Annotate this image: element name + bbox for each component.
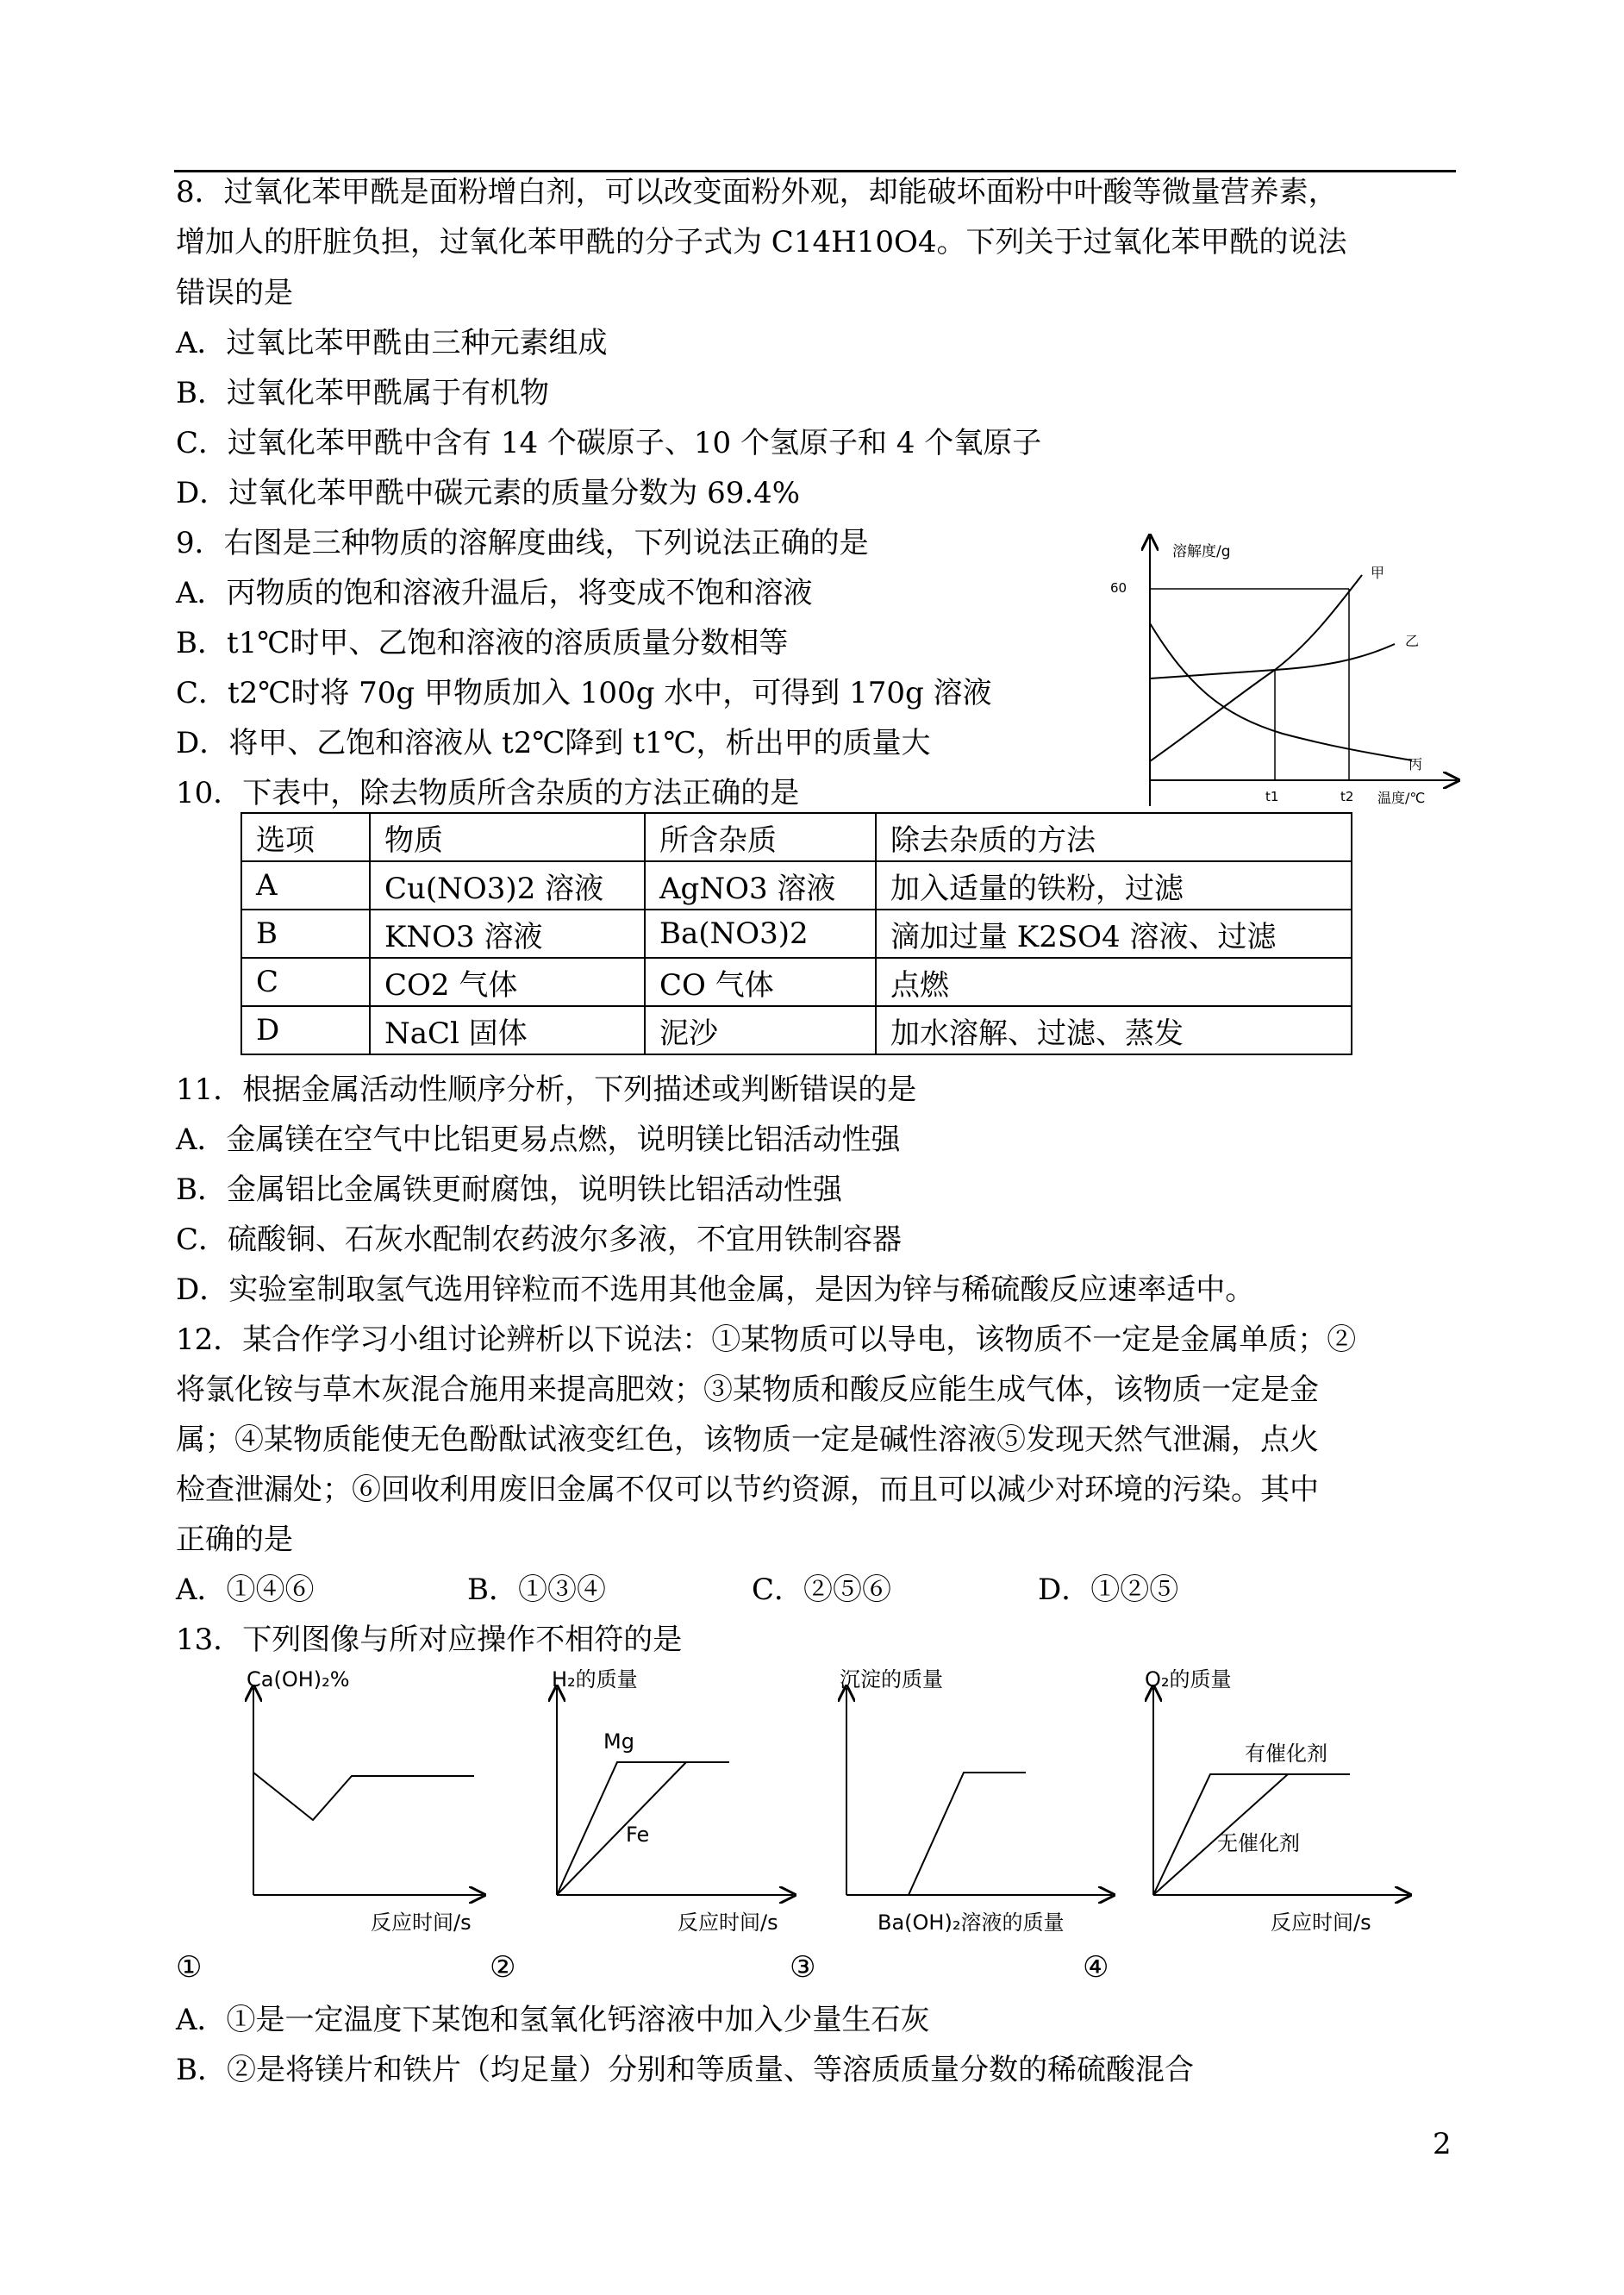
q9-option-d: D．将甲、乙饱和溶液从 t2℃降到 t1℃，析出甲的质量大 [176, 726, 931, 760]
q10-stem: 10．下表中，除去物质所含杂质的方法正确的是 [176, 776, 800, 810]
q12-stem-line5: 正确的是 [176, 1523, 293, 1557]
label-jia: 甲 [1371, 565, 1385, 581]
table-cell: KNO3 溶液 [370, 910, 645, 958]
table-cell: C [241, 958, 370, 1006]
q12-option-d: D．①②⑤ [1038, 1573, 1179, 1607]
q12-stem-line4: 检查泄漏处；⑥回收利用废旧金属不仅可以节约资源，而且可以减少对环境的污染。其中 [176, 1473, 1319, 1507]
g4-x-label: 反应时间/s [1271, 1910, 1371, 1935]
table-cell: Cu(NO3)2 溶液 [370, 861, 645, 910]
table-row [241, 1006, 1352, 1054]
q8-option-d: D．过氧化苯甲酰中碳元素的质量分数为 69.4% [176, 476, 801, 510]
table-cell: B [241, 910, 370, 958]
g1-curve [253, 1773, 474, 1820]
table-header-cell: 所含杂质 [645, 813, 876, 861]
q11-option-d: D．实验室制取氢气选用锌粒而不选用其他金属，是因为锌与稀硫酸反应速率适中。 [176, 1273, 1255, 1307]
q13-option-a: A．①是一定温度下某饱和氢氧化钙溶液中加入少量生石灰 [176, 2003, 930, 2037]
x-tick-t2: t2 [1340, 789, 1354, 804]
table-row [241, 910, 1352, 958]
table-cell: A [241, 861, 370, 910]
q12-option-c: C．②⑤⑥ [752, 1573, 892, 1607]
table-cell: 加水溶解、过滤、蒸发 [876, 1006, 1352, 1054]
graph-1 [241, 1669, 500, 1945]
q12-option-a: A．①④⑥ [176, 1573, 315, 1607]
g1-y-label: Ca(OH)₂% [247, 1667, 350, 1692]
q9-option-b: B．t1℃时甲、乙饱和溶液的溶质质量分数相等 [176, 626, 789, 660]
g2-label-fe: Fe [626, 1823, 650, 1847]
q9-stem: 9．右图是三种物质的溶解度曲线，下列说法正确的是 [176, 526, 869, 560]
table-cell: 滴加过量 K2SO4 溶液、过滤 [876, 910, 1352, 958]
q10-table [240, 812, 1352, 1055]
x-axis-label: 温度/℃ [1377, 790, 1426, 806]
g2-label-mg: Mg [603, 1729, 634, 1754]
table-cell: CO2 气体 [370, 958, 645, 1006]
q9-option-c: C．t2℃时将 70g 甲物质加入 100g 水中，可得到 170g 溶液 [176, 676, 992, 710]
graph-2 [548, 1669, 807, 1945]
table-cell: 泥沙 [645, 1006, 876, 1054]
graph-3 [836, 1669, 1129, 1945]
q8-option-b: B．过氧化苯甲酰属于有机物 [176, 376, 549, 410]
q12-option-b: B．①③④ [467, 1573, 606, 1607]
g2-x-label: 反应时间/s [678, 1910, 778, 1935]
curve-bing [1150, 623, 1412, 760]
q8-stem-line3: 错误的是 [176, 276, 293, 310]
q9-option-a: A．丙物质的饱和溶液升温后，将变成不饱和溶液 [176, 576, 813, 610]
q12-stem-line2: 将氯化铵与草木灰混合施用来提高肥效；③某物质和酸反应能生成气体，该物质一定是金 [176, 1373, 1319, 1407]
g2-fe-line [557, 1762, 686, 1895]
q8-stem-line1: 8．过氧化苯甲酰是面粉增白剂，可以改变面粉外观，却能破坏面粉中叶酸等微量营养素， [176, 175, 1338, 209]
table-cell: 点燃 [876, 958, 1352, 1006]
q13-option-b: B．②是将镁片和铁片（均足量）分别和等质量、等溶质质量分数的稀硫酸混合 [176, 2053, 1194, 2087]
graph-4 [1141, 1669, 1426, 1945]
table-header-cell: 除去杂质的方法 [876, 813, 1352, 861]
q8-option-a: A．过氧比苯甲酰由三种元素组成 [176, 326, 608, 360]
g4-label-catalyst: 有催化剂 [1245, 1742, 1327, 1766]
g4-label-no-catalyst: 无催化剂 [1217, 1831, 1300, 1855]
g3-curve [846, 1773, 1026, 1895]
q11-option-c: C．硫酸铜、石灰水配制农药波尔多液，不宜用铁制容器 [176, 1223, 903, 1257]
g2-y-label: H₂的质量 [552, 1667, 638, 1692]
y-tick-60: 60 [1110, 580, 1127, 596]
table-row [241, 958, 1352, 1006]
solubility-chart [1110, 530, 1464, 815]
q8-option-c: C．过氧化苯甲酰中含有 14 个碳原子、10 个氢原子和 4 个氧原子 [176, 426, 1042, 460]
q11-option-a: A．金属镁在空气中比铝更易点燃，说明镁比铝活动性强 [176, 1122, 901, 1157]
table-cell: AgNO3 溶液 [645, 861, 876, 910]
table-cell: NaCl 固体 [370, 1006, 645, 1054]
q8-stem-line2: 增加人的肝脏负担，过氧化苯甲酰的分子式为 C14H10O4。下列关于过氧化苯甲酰的说法 [176, 225, 1347, 260]
x-tick-t1: t1 [1265, 789, 1279, 804]
table-cell: 加入适量的铁粉，过滤 [876, 861, 1352, 910]
g1-x-label: 反应时间/s [371, 1910, 472, 1935]
g3-x-label: Ba(OH)₂溶液的质量 [878, 1910, 1065, 1935]
y-axis-label: 溶解度/g [1172, 543, 1231, 560]
g4-y-label: O₂的质量 [1145, 1667, 1232, 1692]
label-bing: 丙 [1409, 756, 1423, 772]
graph-number-2: ② [490, 1950, 516, 1985]
q11-stem: 11．根据金属活动性顺序分析，下列描述或判断错误的是 [176, 1072, 917, 1107]
graph-number-3: ③ [790, 1950, 816, 1985]
graph-number-1: ① [176, 1950, 203, 1985]
table-cell: D [241, 1006, 370, 1054]
page-number: 2 [1433, 2127, 1452, 2161]
q12-stem-line1: 12．某合作学习小组讨论辨析以下说法：①某物质可以导电，该物质不一定是金属单质；② [176, 1323, 1357, 1357]
graph-number-4: ④ [1083, 1950, 1109, 1985]
q11-option-b: B．金属铝比金属铁更耐腐蚀，说明铁比铝活动性强 [176, 1173, 842, 1207]
table-cell: Ba(NO3)2 [645, 910, 876, 958]
table-cell: CO 气体 [645, 958, 876, 1006]
q12-stem-line3: 属；④某物质能使无色酚酞试液变红色，该物质一定是碱性溶液⑤发现天然气泄漏，点火 [176, 1423, 1319, 1457]
table-header-cell: 物质 [370, 813, 645, 861]
table-row [241, 861, 1352, 910]
q13-stem: 13．下列图像与所对应操作不相符的是 [176, 1623, 683, 1657]
table-header-row [241, 813, 1352, 861]
table-header-cell: 选项 [241, 813, 370, 861]
label-yi: 乙 [1405, 633, 1420, 649]
g3-y-label: 沉淀的质量 [840, 1667, 943, 1692]
